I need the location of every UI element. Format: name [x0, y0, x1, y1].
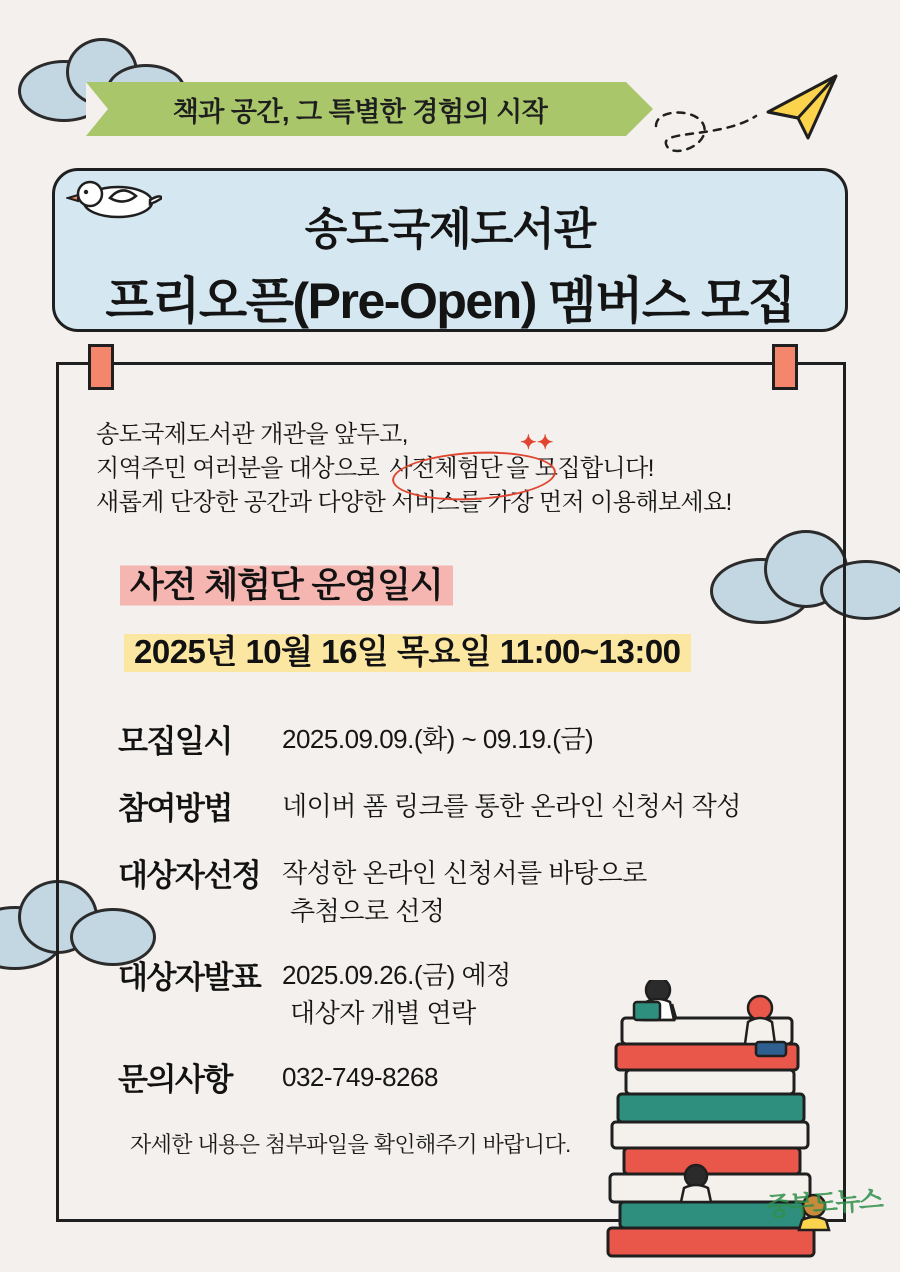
intro-line-2b: 을 모집합니다!	[506, 455, 654, 482]
intro-line-3: 새롭게 단장한 공간과 다양한 서비스를 가장 먼저 이용해보세요!	[96, 489, 732, 516]
info-value	[282, 952, 511, 1032]
info-label: 참여방법	[118, 791, 232, 826]
info-value-line1: 2025.09.09.(화) ~ 09.19.(금)	[282, 724, 594, 754]
info-label: 모집일시	[118, 724, 232, 759]
info-value	[282, 1054, 438, 1096]
info-row	[118, 850, 818, 930]
info-value-line1: 032-749-8268	[282, 1062, 438, 1092]
intro-line-1: 송도국제도서관 개관을 앞두고,	[96, 421, 408, 448]
watermark-logo: 중부도뉴스	[765, 1184, 884, 1222]
info-value-line2: 추첨으로 선정	[290, 896, 445, 926]
info-value-line1: 작성한 온라인 신청서를 바탕으로	[282, 858, 647, 888]
paper-plane-icon	[762, 72, 842, 142]
info-value	[282, 716, 593, 758]
pin-left-icon	[88, 344, 114, 390]
bird-icon	[66, 172, 162, 228]
info-value-line1: 네이버 폼 링크를 통한 온라인 신청서 작성	[282, 791, 741, 821]
intro-highlight-term: 사전체험단	[389, 455, 503, 482]
sparkle-icon: ✦✦	[520, 432, 554, 454]
books-illustration	[600, 980, 900, 1272]
intro-line-2	[96, 452, 836, 486]
title-box	[52, 168, 848, 332]
page-title-line1: 송도국제도서관	[304, 205, 596, 254]
intro-text	[96, 418, 836, 520]
info-label: 문의사항	[118, 1062, 232, 1097]
page-title-line2: 프리오픈(Pre-Open) 멤버스 모집	[105, 273, 795, 329]
info-label: 대상자선정	[118, 858, 261, 893]
ribbon-text: 책과 공간, 그 특별한 경험의 시작	[172, 96, 548, 127]
section-date: 2025년 10월 16일 목요일 11:00~13:00	[124, 624, 691, 675]
intro-line-2a: 지역주민 여러분을 대상으로	[96, 455, 386, 482]
dashed-path-icon	[652, 108, 762, 168]
footnote: 자세한 내용은 첨부파일을 확인해주기 바랍니다.	[130, 1132, 571, 1157]
section-heading: 사전 체험단 운영일시	[120, 556, 453, 610]
ribbon-banner	[86, 82, 626, 136]
pin-right-icon	[772, 344, 798, 390]
info-value	[282, 783, 741, 825]
info-value-line2: 대상자 개별 연락	[290, 998, 476, 1028]
info-label: 대상자발표	[118, 960, 261, 995]
info-value-line1: 2025.09.26.(금) 예정	[282, 960, 511, 990]
info-value	[282, 850, 647, 930]
info-row	[118, 783, 818, 828]
info-row	[118, 716, 818, 761]
